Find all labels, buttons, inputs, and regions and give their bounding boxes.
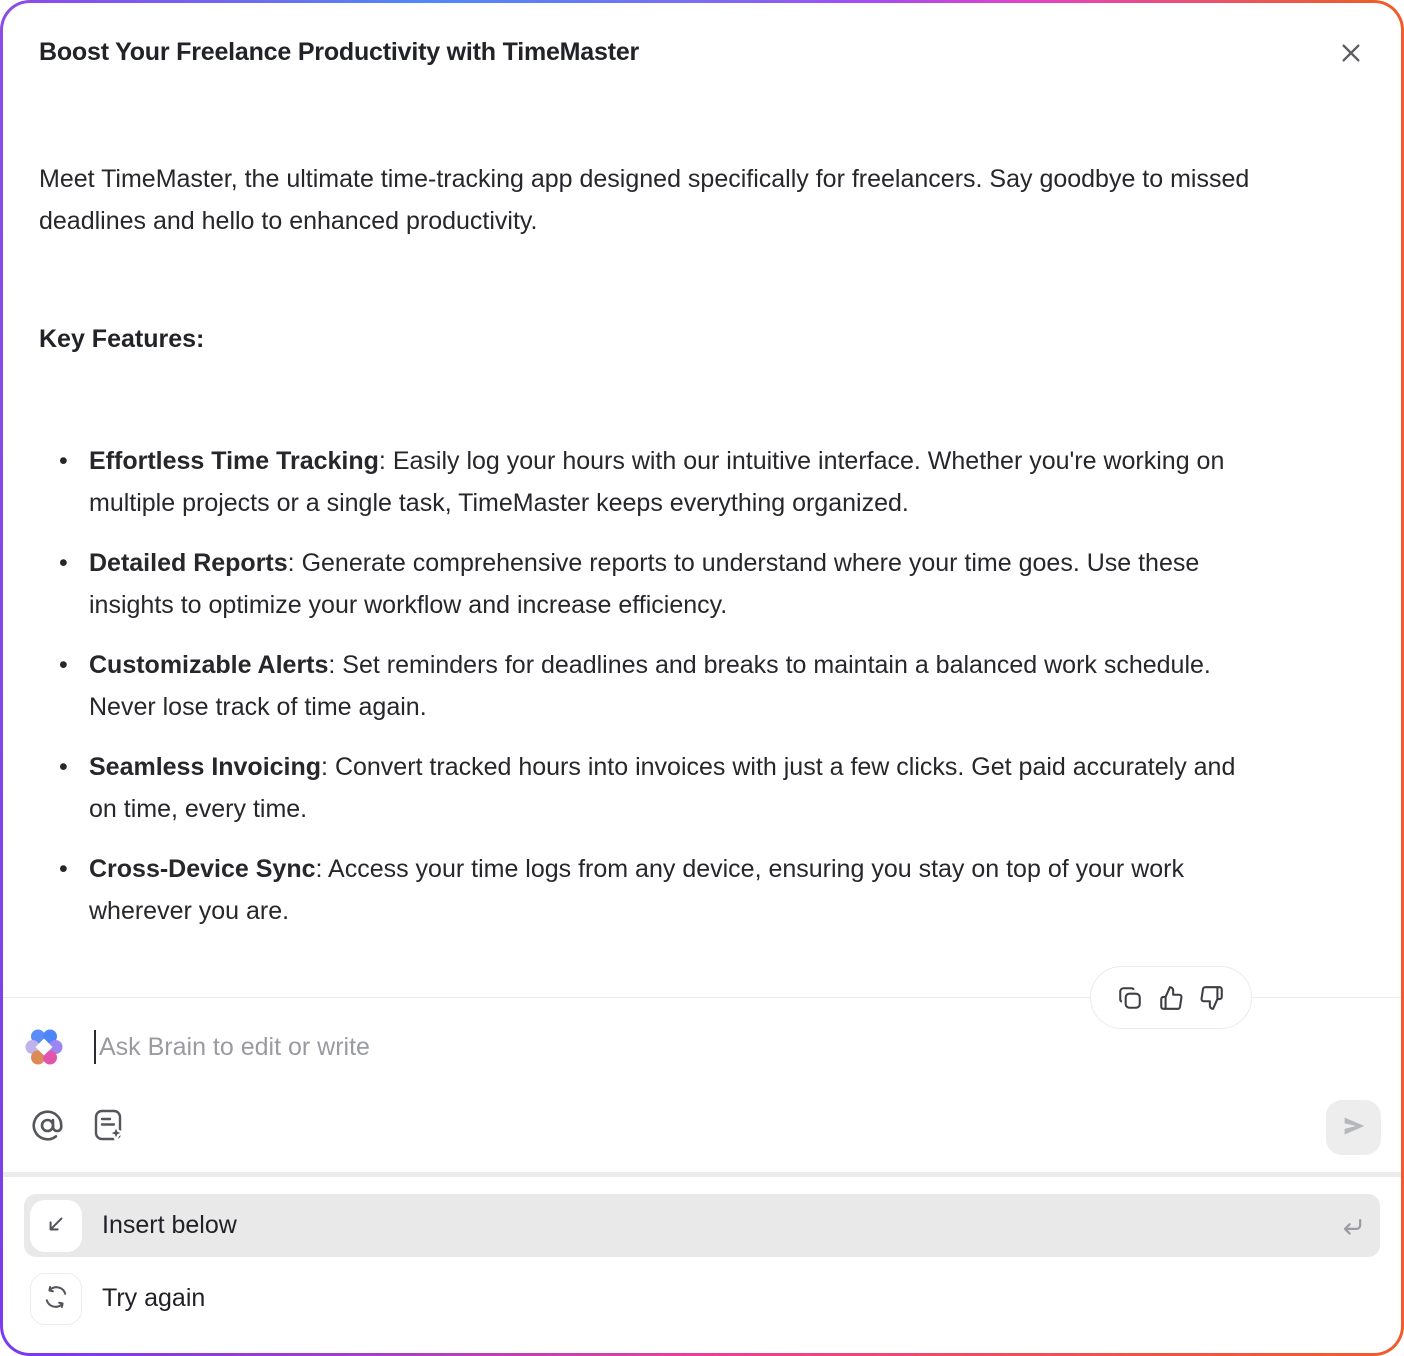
- close-button[interactable]: [1331, 33, 1371, 76]
- feature-name: Seamless Invoicing: [89, 753, 322, 781]
- feature-item: [39, 644, 1255, 728]
- at-sign-icon: [31, 1109, 64, 1142]
- dialog-header: [3, 3, 1401, 76]
- close-icon: [1335, 57, 1367, 72]
- feature-item: [39, 746, 1255, 830]
- feature-item: [39, 848, 1255, 932]
- feature-description: : Access your time logs from any device, ensuring you stay on top of your work wherever you are.: [89, 855, 1184, 925]
- feature-name: Detailed Reports: [89, 549, 288, 577]
- doc-sparkle-icon: [92, 1107, 126, 1143]
- prompt-placeholder: Ask Brain to edit or write: [99, 1032, 370, 1061]
- feature-description: : Set reminders for deadlines and breaks to maintain a balanced work schedule. Never lose track of time again.: [89, 651, 1211, 721]
- input-toolbar: [31, 1107, 126, 1143]
- arrow-down-left-icon: [43, 1211, 69, 1240]
- thumbs-down-button[interactable]: [1199, 985, 1225, 1011]
- features-heading: Key Features:: [39, 325, 205, 353]
- page-title: Boost Your Freelance Productivity with TimeMaster: [39, 38, 640, 66]
- prompt-templates-button[interactable]: [92, 1107, 126, 1143]
- feature-description: : Generate comprehensive reports to understand where your time goes. Use these insights to optimize your workflow and increase efficiency.: [89, 549, 1200, 619]
- ai-response-content: [3, 158, 1255, 932]
- copy-icon: [1117, 985, 1143, 1011]
- mention-button[interactable]: [31, 1109, 64, 1142]
- menu-item-label: Insert below: [102, 1211, 237, 1239]
- menu-item-try-again[interactable]: [24, 1267, 1380, 1330]
- feedback-toolbar: [1090, 966, 1252, 1029]
- feature-name: Cross-Device Sync: [89, 855, 316, 883]
- thumbs-up-icon: [1158, 985, 1184, 1011]
- feature-item: [39, 440, 1255, 524]
- thumbs-up-button[interactable]: [1158, 985, 1184, 1011]
- divider: [3, 1172, 1401, 1177]
- thumbs-down-icon: [1199, 985, 1225, 1011]
- copy-button[interactable]: [1117, 985, 1143, 1011]
- send-button[interactable]: [1326, 1100, 1381, 1155]
- feature-description: : Convert tracked hours into invoices with just a few clicks. Get paid accurately and on time, every time.: [89, 753, 1236, 823]
- feature-item: [39, 542, 1255, 626]
- insert-below-icon-box: [30, 1200, 82, 1252]
- text-caret: [94, 1030, 96, 1064]
- feature-name: Customizable Alerts: [89, 651, 329, 679]
- action-menu: [24, 1194, 1380, 1330]
- menu-item-label: Try again: [102, 1284, 206, 1312]
- features-list: [39, 440, 1255, 932]
- feature-description: : Easily log your hours with our intuitive interface. Whether you're working on multiple projects or a single task, TimeMaster keeps everything organized.: [89, 447, 1225, 517]
- enter-key-icon: [1338, 1212, 1366, 1240]
- try-again-icon-box: [30, 1273, 82, 1325]
- send-icon: [1339, 1111, 1369, 1144]
- refresh-icon: [43, 1284, 69, 1313]
- brain-ai-icon: [24, 1027, 64, 1067]
- menu-item-insert-below[interactable]: [24, 1194, 1380, 1257]
- intro-paragraph: Meet TimeMaster, the ultimate time-tracking app designed specifically for freelancers. Say goodbye to missed deadlines and hello to enhanced productivity.: [39, 165, 1250, 235]
- ai-dialog: [3, 3, 1401, 1353]
- feature-name: Effortless Time Tracking: [89, 447, 379, 475]
